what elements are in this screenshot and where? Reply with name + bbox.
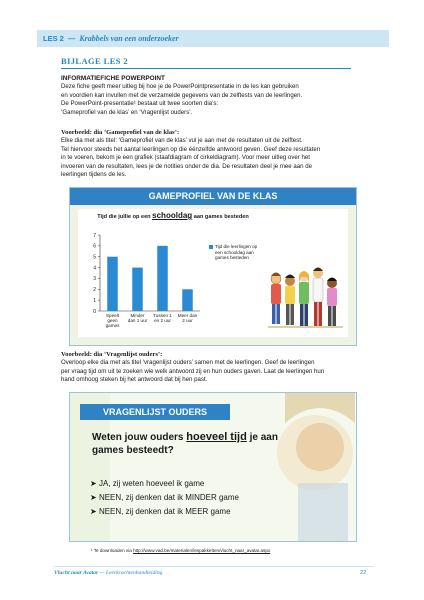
intro-block xyxy=(61,75,356,117)
chart-title-post: aan games besteden xyxy=(193,214,249,220)
chart-panel xyxy=(78,209,348,337)
example2-line: hand omhoog steken bij het antwoord dat bij hen past. xyxy=(61,376,208,384)
example2-block xyxy=(61,351,356,385)
footer-title: Vlucht naar Avatar xyxy=(54,570,99,576)
slide-vragenlijst-header: VRAGENLIJST OUDERS xyxy=(80,404,230,420)
example1-line: in te voeren, bekom je een grafiek (staafdiagram of cirkeldiagram). Voor meer uitleg over het xyxy=(61,154,310,162)
bar xyxy=(132,268,143,311)
bar-chart xyxy=(78,231,208,331)
section-rule xyxy=(61,68,351,69)
intro-line: De PowerPoint-presentatie¹ bestaat uit twee soorten dia’s: xyxy=(61,100,219,108)
answer-option xyxy=(90,493,239,503)
arrow-right-icon: ➤ xyxy=(90,507,99,516)
example2-heading: Voorbeeld: dia ‘Vragenlijst ouders’: xyxy=(61,351,163,358)
chart-title-big: schooldag xyxy=(152,211,193,220)
example1-line: Elke dia met als titel: ‘Gameprofiel van de klas’ vul je aan met de resultaten uit de zelftest. xyxy=(61,137,303,145)
example2-line: Overloop elke dia met als titel ‘vragenlijst ouders’ samen met de leerlingen. Geef de leerlingen xyxy=(61,359,315,367)
y-tick-label: 5 xyxy=(93,254,96,261)
example1-heading: Voorbeeld: dia ‘Gameprofiel van de klas’: xyxy=(61,129,180,136)
y-tick-label: 6 xyxy=(93,243,96,250)
slide-vragenlijst xyxy=(69,392,357,542)
y-tick-label: 7 xyxy=(93,232,96,239)
slide-gameprofiel-header: GAMEPROFIEL VAN DE KLAS xyxy=(70,188,356,205)
parents-question xyxy=(92,431,282,457)
x-tick-label: Speelt geen games xyxy=(105,313,120,328)
bar xyxy=(182,289,193,311)
y-tick-label: 4 xyxy=(93,265,96,272)
question-post: je aan games besteedt? xyxy=(92,432,278,456)
answer-label: NEEN, zij denken dat ik MINDER game xyxy=(98,493,239,502)
footnote xyxy=(91,548,270,553)
intro-line: ‘Gameprofiel van de klas’ en ‘Vragenlijst ouders’. xyxy=(61,108,193,116)
legend-label: Tijd die leerlingen op een schooldag aan games besteden xyxy=(215,244,258,261)
arrow-right-icon: ➤ xyxy=(90,493,99,502)
answer-option xyxy=(90,507,231,517)
arrow-right-icon: ➤ xyxy=(90,479,99,488)
chart-title xyxy=(78,212,268,221)
footer-rule xyxy=(54,566,374,567)
answer-option xyxy=(90,479,204,489)
intro-line: en voordien kan invullen met de verzamelde gegevens van de zelftests van de leerlingen. xyxy=(61,91,303,99)
lesson-number: LES 2 xyxy=(43,34,64,43)
slide-gameprofiel xyxy=(69,187,357,346)
example2-line: per vraag tijd om uit te zoeken wie welk antwoord zij en hun ouders gaven. Laat de leerlingen hun xyxy=(61,367,325,375)
intro-line: Deze fiche geeft meer uitleg bij hoe je de PowerPointpresentatie in de les kan gebruiken xyxy=(61,83,299,91)
footer-subtitle: — Leerkrachtenhandleiding xyxy=(98,570,163,576)
intro-heading: INFORMATIEFICHE POWERPOINT xyxy=(61,75,165,82)
lesson-header xyxy=(37,30,389,47)
lesson-title: Krabbels van een onderzoeker xyxy=(79,34,179,43)
footnote-link[interactable]: http://www.vad.be/materialen/lespakketten/vlucht_naar_avatar.aspx xyxy=(133,548,271,553)
y-tick-label: 0 xyxy=(93,308,96,315)
chart-title-pre: Tijd die jullie op een xyxy=(97,214,151,220)
y-tick-label: 1 xyxy=(93,297,96,304)
chart-legend xyxy=(209,244,265,261)
x-tick-label: Minder dan 1 uur xyxy=(127,313,148,323)
x-tick-label: Meer dan 2 uur xyxy=(177,313,198,323)
header-dash: — xyxy=(67,34,76,43)
page-footer xyxy=(54,570,162,576)
answer-label: JA, zij weten hoeveel ik game xyxy=(98,479,205,488)
section-title: BIJLAGE LES 2 xyxy=(61,56,129,66)
example1-line: invoeren van de resultaten, lees je de notities onder de dia. De resultaten deel je mee aan de xyxy=(61,162,313,170)
bar xyxy=(107,257,118,311)
example1-block xyxy=(61,129,356,179)
legend-swatch xyxy=(209,245,213,249)
answer-label: NEEN, zij denken dat ik MEER game xyxy=(98,507,231,516)
y-tick-label: 3 xyxy=(93,276,96,283)
example1-line: Tel hiervoor steeds het aantal leerlingen op die éénzelfde antwoord geven. Geef deze resultaten xyxy=(61,145,321,153)
y-tick-label: 2 xyxy=(93,287,96,294)
bar xyxy=(157,246,168,311)
children-illustration xyxy=(268,257,343,333)
question-big: hoeveel tijd xyxy=(186,431,247,443)
question-pre: Weten jouw ouders xyxy=(92,432,184,443)
page-number: 22 xyxy=(360,570,367,576)
x-tick-label: Tussen 1 en 2 uur xyxy=(153,313,172,323)
footnote-text: ¹ Te downloaden via xyxy=(91,548,132,553)
example1-line: leerlingen tijdens de les. xyxy=(61,171,127,179)
